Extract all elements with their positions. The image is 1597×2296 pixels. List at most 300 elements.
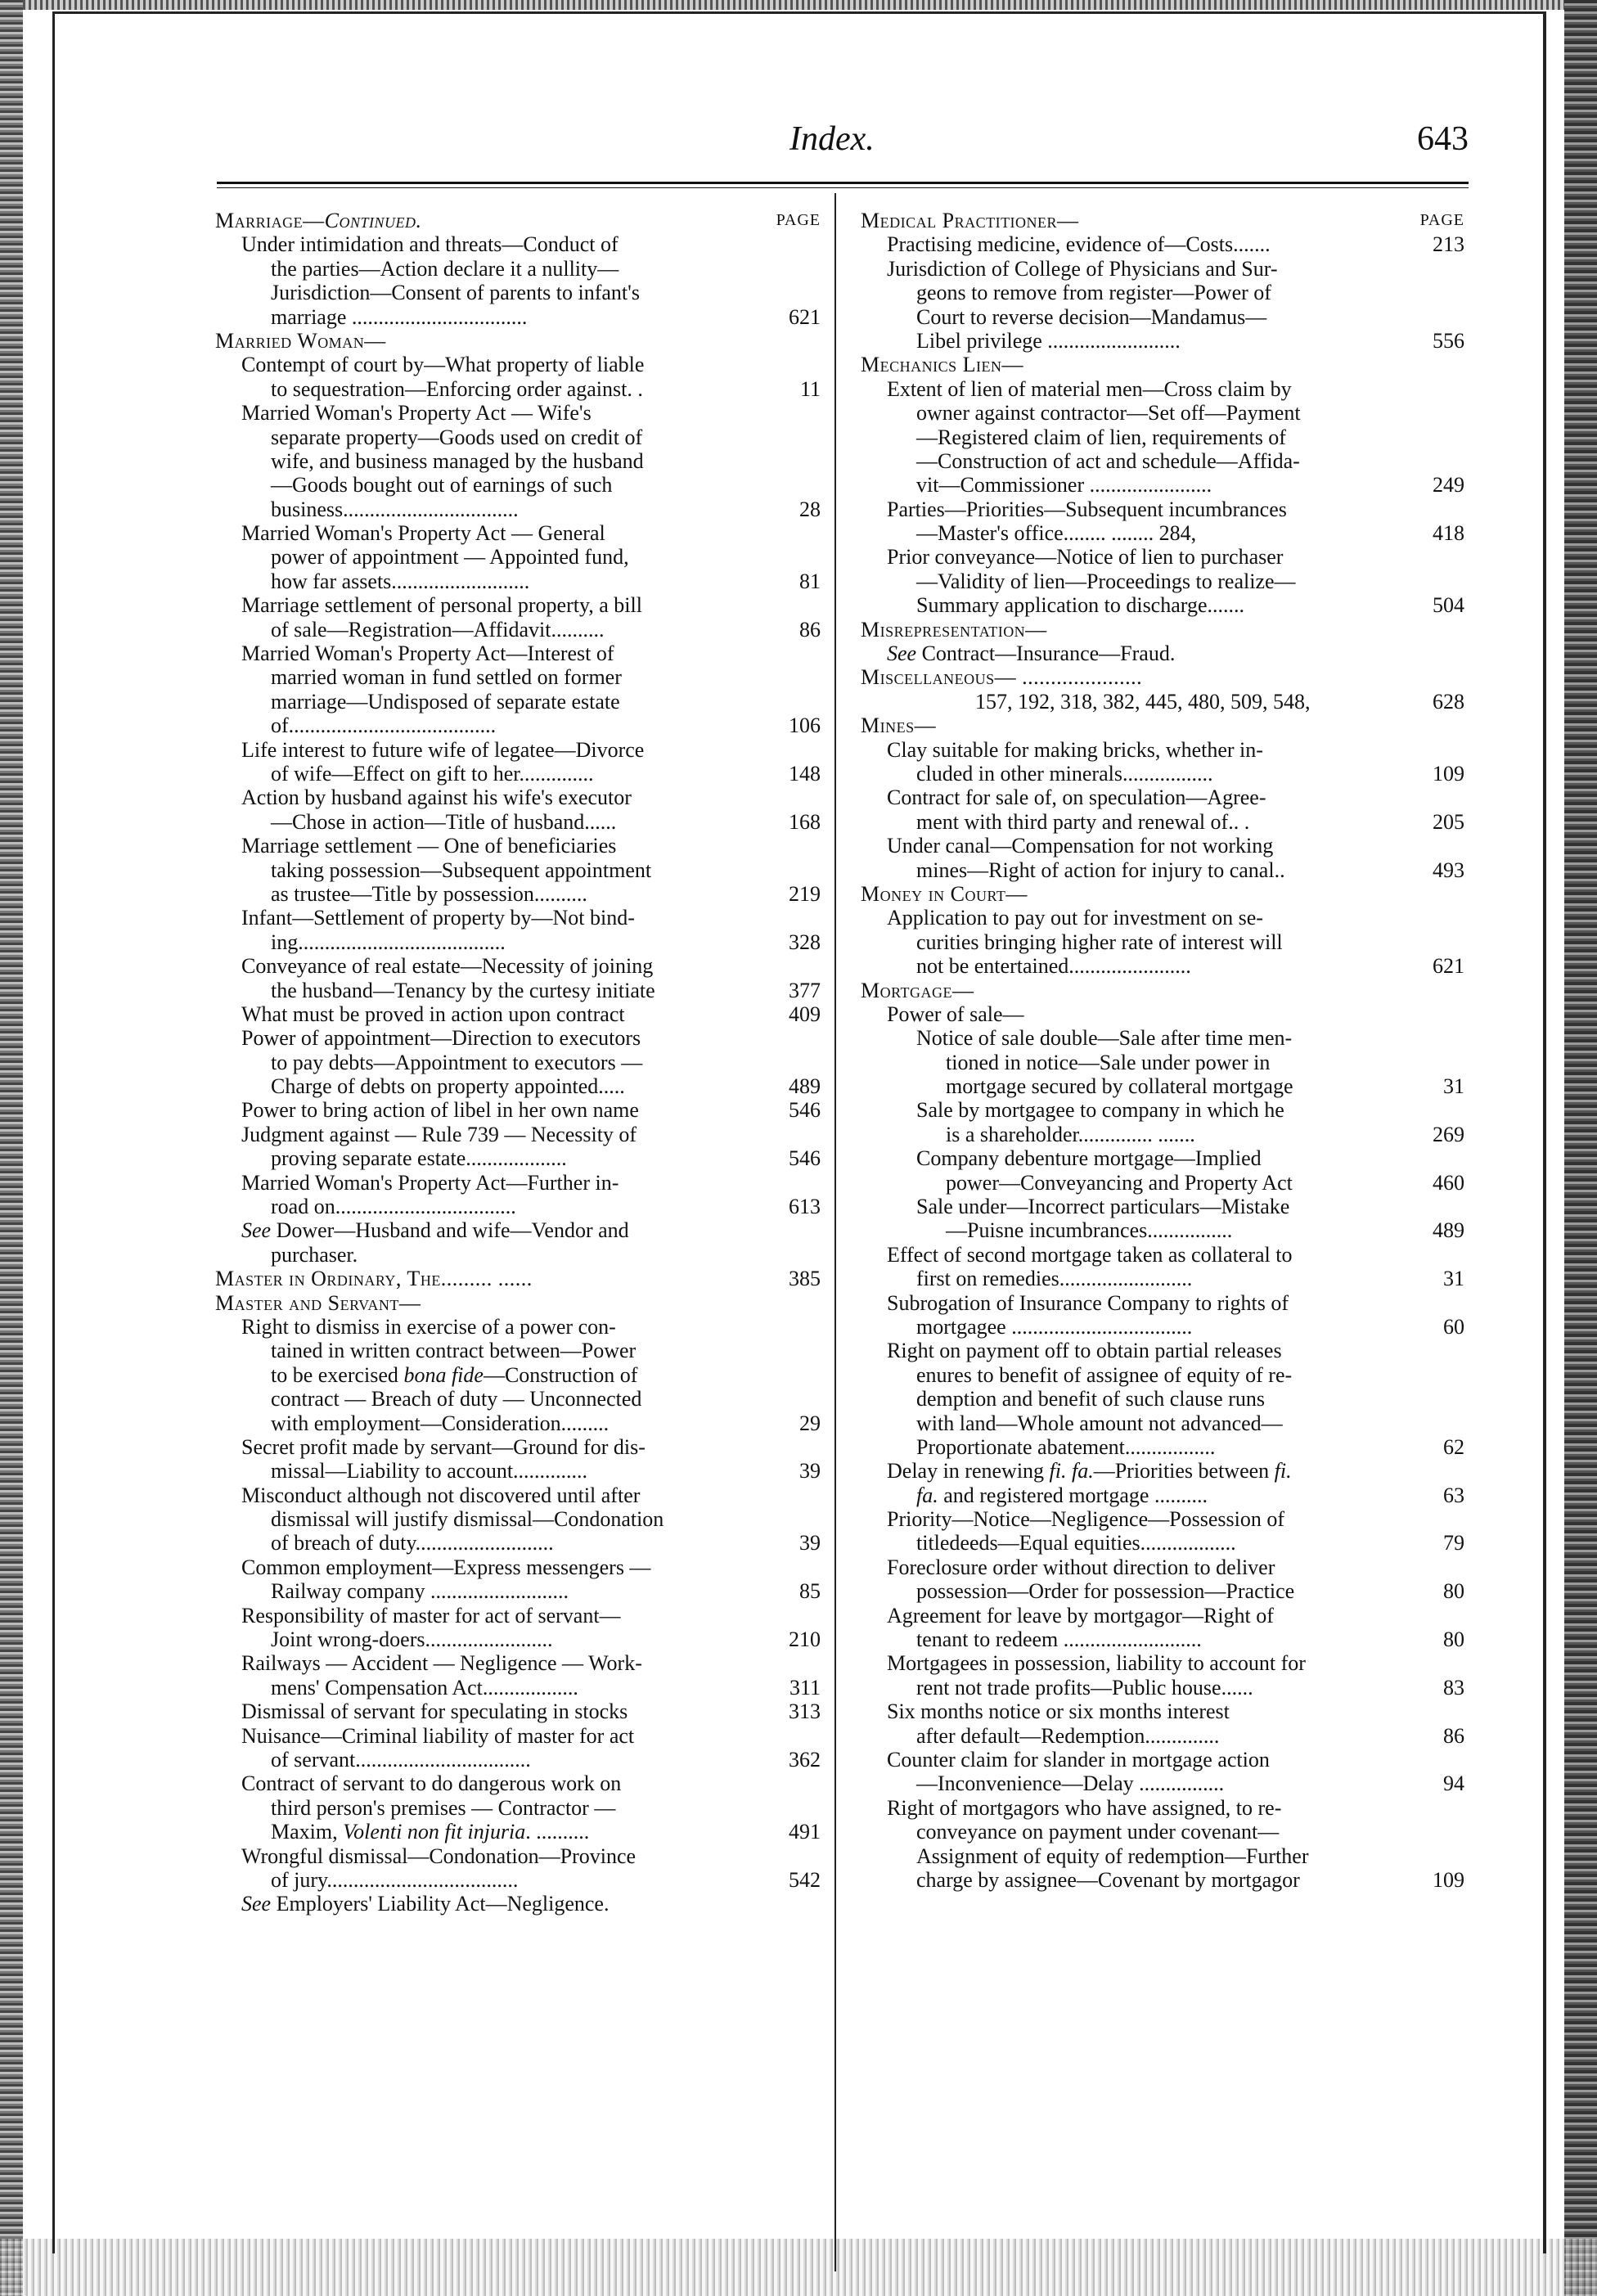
entry-text-part: Master and Servant— bbox=[215, 1290, 421, 1315]
entry-text-part: to pay debts—Appointment to executors — bbox=[271, 1050, 643, 1074]
entry-text-part: Joint wrong-doers........................ bbox=[271, 1627, 553, 1652]
entry-text bbox=[271, 1868, 518, 1892]
entry-text bbox=[946, 1051, 1270, 1074]
index-entry-line bbox=[861, 1868, 1464, 1892]
entry-text bbox=[271, 305, 527, 329]
entry-text bbox=[271, 1363, 637, 1387]
index-entry-line bbox=[215, 762, 821, 786]
index-entry-line bbox=[861, 1507, 1464, 1531]
entry-text bbox=[887, 1796, 1281, 1820]
entry-text bbox=[271, 449, 644, 473]
entry-text bbox=[241, 1435, 646, 1459]
entry-text-part: Secret profit made by servant—Ground for dis- bbox=[241, 1434, 646, 1459]
entry-text bbox=[241, 1218, 629, 1242]
page-ref: 249 bbox=[1433, 473, 1464, 497]
entry-text-part: first on remedies......................... bbox=[916, 1267, 1193, 1291]
entry-text-part: wife, and business managed by the husband bbox=[271, 448, 644, 473]
index-entry-line bbox=[215, 425, 821, 449]
entry-text bbox=[916, 1267, 1192, 1290]
index-entry-line bbox=[861, 497, 1464, 521]
page-ref: 60 bbox=[1443, 1314, 1464, 1339]
entry-text-part: Wrongful dismissal—Condonation—Province bbox=[241, 1844, 637, 1868]
entry-text-part: ment with third party and renewal of.. . bbox=[916, 809, 1250, 834]
entry-text bbox=[241, 1772, 621, 1795]
entry-text bbox=[916, 521, 1196, 545]
entry-text-part: mines—Right of action for injury to canal.. bbox=[916, 858, 1285, 882]
index-entry-line bbox=[861, 1651, 1464, 1675]
entry-text-part: Summary application to discharge....... bbox=[916, 593, 1244, 618]
entry-text-part: Married Woman's Property Act — General bbox=[241, 521, 605, 546]
entry-text bbox=[916, 593, 1244, 617]
entry-text bbox=[916, 1363, 1292, 1387]
index-entry-line bbox=[215, 1892, 821, 1916]
index-entry-line bbox=[215, 521, 821, 545]
entry-text bbox=[271, 1820, 589, 1844]
entry-text-part: Master in Ordinary, The......... ...... bbox=[215, 1267, 533, 1291]
page-ref: 80 bbox=[1443, 1627, 1464, 1652]
index-entry-line bbox=[215, 593, 821, 617]
entry-text bbox=[946, 1218, 1232, 1242]
entry-text bbox=[215, 1267, 533, 1290]
entry-text-part: marriage—Undisposed of separate estate bbox=[271, 689, 620, 714]
index-entry-line bbox=[861, 473, 1464, 497]
entry-text bbox=[887, 232, 1271, 256]
entry-text-part: Right on payment off to obtain partial releases bbox=[887, 1339, 1282, 1363]
page-ref: 311 bbox=[789, 1675, 821, 1699]
index-heading bbox=[215, 1267, 821, 1290]
entry-text bbox=[241, 738, 644, 762]
entry-text-part: . .......... bbox=[525, 1820, 590, 1844]
entry-text bbox=[916, 449, 1300, 473]
entry-text-part: Libel privilege ......................... bbox=[916, 328, 1181, 353]
entry-text-part: to sequestration—Enforcing order against. . bbox=[271, 376, 643, 401]
entry-text bbox=[916, 1676, 1253, 1699]
entry-text-part: Maxim, bbox=[271, 1820, 344, 1844]
entry-text bbox=[271, 979, 655, 1002]
entry-text bbox=[271, 714, 496, 737]
entry-text-part: —Construction of act and schedule—Affida- bbox=[916, 448, 1300, 473]
scan-edge-right bbox=[1564, 0, 1597, 2296]
entry-text-part: tenant to redeem .......................... bbox=[916, 1627, 1202, 1652]
index-entry-line bbox=[861, 569, 1464, 593]
index-entry-line bbox=[215, 377, 821, 401]
page-ref: 269 bbox=[1433, 1122, 1464, 1146]
index-entry-line bbox=[215, 1772, 821, 1795]
entry-text-part: Sale under—Incorrect particulars—Mistake bbox=[916, 1195, 1290, 1219]
entry-text bbox=[887, 1339, 1282, 1362]
entry-text-part: with land—Whole amount not advanced— bbox=[916, 1411, 1283, 1435]
index-heading bbox=[861, 618, 1464, 642]
index-entry-line bbox=[215, 1604, 821, 1627]
entry-text bbox=[887, 1291, 1289, 1315]
entry-text bbox=[271, 1146, 567, 1170]
entry-text-part: third person's premises — Contractor — bbox=[271, 1795, 616, 1820]
index-entry-line bbox=[861, 1339, 1464, 1362]
index-entry-line bbox=[861, 642, 1464, 665]
entry-text-part: Married Woman's Property Act — Wife's bbox=[241, 401, 592, 425]
entry-text bbox=[887, 1748, 1270, 1772]
entry-text bbox=[916, 401, 1301, 425]
entry-text bbox=[916, 858, 1285, 882]
page-ref: 210 bbox=[789, 1627, 821, 1652]
index-entry-line bbox=[861, 1315, 1464, 1339]
page-ref: 109 bbox=[1433, 1867, 1464, 1892]
entry-text-part: Employers' Liability Act—Negligence. bbox=[271, 1892, 610, 1916]
entry-text bbox=[271, 1459, 587, 1483]
entry-text-part: married woman in fund settled on former bbox=[271, 665, 622, 690]
entry-text-part: Contract for sale of, on speculation—Agree- bbox=[887, 786, 1266, 810]
entry-text bbox=[916, 1820, 1279, 1844]
entry-text bbox=[271, 281, 640, 304]
entry-text-part: —Chose in action—Title of husband...... bbox=[271, 809, 617, 834]
index-heading bbox=[861, 714, 1464, 737]
index-entry-line bbox=[861, 1123, 1464, 1146]
entry-text bbox=[916, 1411, 1283, 1435]
italic-text: Continued. bbox=[324, 209, 422, 232]
page-ref: 81 bbox=[799, 569, 821, 593]
index-entry-line bbox=[215, 1579, 821, 1603]
index-entry-line bbox=[861, 329, 1464, 353]
entry-text bbox=[861, 353, 1023, 376]
index-entry-line bbox=[215, 1098, 821, 1122]
index-entry-line bbox=[861, 377, 1464, 401]
index-entry-line bbox=[215, 449, 821, 473]
entry-text bbox=[975, 690, 1311, 714]
entry-text bbox=[271, 618, 605, 642]
entry-text bbox=[271, 1627, 552, 1651]
entry-text bbox=[916, 1315, 1192, 1339]
entry-text bbox=[916, 1146, 1262, 1170]
entry-text-part: Jurisdiction—Consent of parents to infant's bbox=[271, 281, 640, 305]
page-ref: 377 bbox=[789, 978, 821, 1002]
entry-text-part: Power to bring action of libel in her own name bbox=[241, 1098, 639, 1123]
header-rule bbox=[217, 182, 1469, 184]
entry-text bbox=[241, 834, 616, 858]
page-ref: 31 bbox=[1443, 1267, 1464, 1291]
entry-text-part: Proportionate abatement................. bbox=[916, 1434, 1216, 1459]
entry-text bbox=[861, 979, 974, 1002]
index-entry-line bbox=[861, 1051, 1464, 1074]
index-entry-line bbox=[215, 1459, 821, 1483]
index-entry-line bbox=[861, 1699, 1464, 1723]
index-entry-line bbox=[215, 738, 821, 762]
page-ref: 86 bbox=[799, 617, 821, 642]
index-entry-line bbox=[215, 1699, 821, 1723]
page-title: Index. bbox=[790, 120, 875, 158]
index-entry-line bbox=[215, 1002, 821, 1026]
entry-text-part: missal—Liability to account.............. bbox=[271, 1459, 588, 1483]
index-entry-line bbox=[215, 1387, 821, 1411]
entry-text bbox=[916, 1531, 1236, 1555]
index-entry-line bbox=[861, 232, 1464, 256]
page-ref: 628 bbox=[1433, 689, 1464, 714]
page-column-label: PAGE bbox=[776, 211, 821, 229]
entry-text bbox=[271, 665, 622, 689]
entry-text-part: charge by assignee—Covenant by mortgagor bbox=[916, 1867, 1300, 1892]
page-ref: 39 bbox=[799, 1531, 821, 1555]
page-ref: 106 bbox=[789, 714, 821, 738]
entry-text-part: Jurisdiction of College of Physicians and Sur- bbox=[887, 256, 1278, 281]
entry-text-part: mens' Compensation Act.................. bbox=[271, 1675, 578, 1699]
page-ref: 31 bbox=[1443, 1074, 1464, 1099]
entry-text-part: power—Conveyancing and Property Act bbox=[946, 1170, 1293, 1195]
index-entry-line bbox=[861, 834, 1464, 858]
index-heading bbox=[861, 882, 1464, 906]
entry-text-part: as trustee—Title by possession.......... bbox=[271, 881, 587, 906]
page-ref: 409 bbox=[789, 1002, 821, 1026]
entry-text-part: Application to pay out for investment on se- bbox=[887, 906, 1263, 930]
index-entry-line bbox=[861, 1531, 1464, 1555]
entry-text-part: ing....................................... bbox=[271, 930, 506, 954]
entry-text-part: proving separate estate................... bbox=[271, 1146, 567, 1171]
entry-text bbox=[271, 1507, 664, 1531]
entry-text-part: Court to reverse decision—Mandamus— bbox=[916, 304, 1267, 329]
index-entry-line bbox=[861, 1483, 1464, 1507]
entry-text bbox=[271, 810, 616, 834]
entry-text bbox=[271, 930, 506, 954]
page-ref: 213 bbox=[1433, 232, 1464, 257]
index-entry-line bbox=[861, 425, 1464, 449]
entry-text bbox=[271, 473, 612, 497]
index-entry-line bbox=[215, 1724, 821, 1748]
index-entry-line bbox=[861, 281, 1464, 304]
index-entry-line bbox=[861, 1627, 1464, 1651]
entry-text-part: Right of mortgagors who have assigned, to re- bbox=[887, 1795, 1282, 1820]
index-entry-line bbox=[861, 810, 1464, 834]
entry-text bbox=[271, 858, 651, 882]
entry-text-part: Nuisance—Criminal liability of master for act bbox=[241, 1723, 635, 1748]
entry-text-part: of wife—Effect on gift to her.............. bbox=[271, 761, 594, 786]
entry-text-part: the husband—Tenancy by the curtesy initiate bbox=[271, 978, 655, 1002]
entry-text bbox=[241, 1699, 628, 1723]
index-entry-line bbox=[215, 1315, 821, 1339]
italic-text: See bbox=[241, 1218, 272, 1243]
entry-text bbox=[916, 1868, 1300, 1892]
entry-text-part: the parties—Action declare it a nullity— bbox=[271, 256, 619, 281]
entry-text-part: with employment—Consideration......... bbox=[271, 1411, 610, 1435]
entry-text-part: Responsibility of master for act of servant— bbox=[241, 1603, 621, 1627]
italic-text: fa. bbox=[916, 1483, 938, 1507]
page-ref: 621 bbox=[789, 304, 821, 329]
entry-text bbox=[271, 425, 642, 449]
entry-text-part: Right to dismiss in exercise of a power con- bbox=[241, 1314, 616, 1339]
entry-text-part: Counter claim for slander in mortgage action bbox=[887, 1748, 1270, 1772]
index-entry-line bbox=[861, 906, 1464, 930]
index-entry-line bbox=[215, 232, 821, 256]
index-entry-line bbox=[215, 810, 821, 834]
page-ref: 328 bbox=[789, 930, 821, 954]
entry-text-part: geons to remove from register—Power of bbox=[916, 281, 1271, 305]
index-entry-line bbox=[215, 834, 821, 858]
entry-text-part: Infant—Settlement of property by—Not bind- bbox=[241, 906, 635, 930]
entry-text bbox=[916, 1724, 1219, 1748]
entry-text bbox=[916, 1026, 1292, 1050]
entry-text bbox=[887, 1555, 1275, 1579]
entry-text bbox=[916, 281, 1271, 304]
entry-text-part: cluded in other minerals................. bbox=[916, 761, 1213, 786]
page-ref: 489 bbox=[1433, 1218, 1464, 1243]
index-entry-line bbox=[215, 1026, 821, 1050]
entry-text-part: Notice of sale double—Sale after time men- bbox=[916, 1026, 1293, 1051]
page-ref: 219 bbox=[789, 881, 821, 906]
entry-text bbox=[887, 786, 1266, 809]
entry-text-part: —Goods bought out of earnings of such bbox=[271, 473, 613, 497]
italic-text: fi. fa. bbox=[1049, 1459, 1094, 1483]
entry-text-part: Priority—Notice—Negligence—Possession of bbox=[887, 1507, 1284, 1532]
entry-text-part: not be entertained....................... bbox=[916, 954, 1191, 979]
index-entry-line bbox=[215, 1171, 821, 1195]
entry-text bbox=[887, 257, 1278, 281]
entry-text bbox=[861, 714, 936, 737]
index-entry-line bbox=[215, 882, 821, 906]
entry-text-part: Miscellaneous— ..................... bbox=[861, 665, 1143, 690]
page-ref: 11 bbox=[799, 376, 821, 401]
column-divider bbox=[834, 193, 836, 2271]
entry-text-part: Marriage— bbox=[215, 209, 325, 232]
entry-text bbox=[916, 1387, 1265, 1411]
entry-text-part: —Inconvenience—Delay ................ bbox=[916, 1772, 1225, 1796]
entry-text bbox=[887, 834, 1273, 858]
entry-text bbox=[271, 1387, 641, 1411]
entry-text bbox=[916, 1435, 1215, 1459]
frame-line-left bbox=[52, 11, 55, 2253]
entry-text bbox=[241, 1123, 637, 1146]
index-heading bbox=[861, 979, 1464, 1002]
entry-text bbox=[916, 954, 1191, 978]
index-column-left bbox=[215, 209, 821, 1916]
page-ref: 79 bbox=[1443, 1531, 1464, 1555]
entry-text bbox=[241, 1844, 636, 1868]
index-entry-line bbox=[861, 1604, 1464, 1627]
entry-text bbox=[241, 1315, 616, 1339]
entry-text bbox=[887, 1699, 1230, 1723]
index-entry-line bbox=[215, 1339, 821, 1362]
index-entry-line bbox=[861, 1074, 1464, 1098]
index-entry-line bbox=[215, 1507, 821, 1531]
index-entry-line bbox=[215, 473, 821, 497]
page-ref: 39 bbox=[799, 1459, 821, 1483]
entry-text bbox=[215, 209, 421, 232]
entry-text bbox=[271, 1796, 615, 1820]
page-ref: 109 bbox=[1433, 761, 1464, 786]
entry-text-part: of jury.................................... bbox=[271, 1867, 519, 1892]
index-entry-line bbox=[215, 281, 821, 304]
header-rule-thin bbox=[217, 187, 1469, 188]
page-ref: 80 bbox=[1443, 1579, 1464, 1604]
entry-text-part: of breach of duty.......................... bbox=[271, 1531, 554, 1555]
entry-text-part: mortgagee .................................. bbox=[916, 1314, 1193, 1339]
entry-text-part: Company debenture mortgage—Implied bbox=[916, 1146, 1262, 1171]
index-entry-line bbox=[861, 954, 1464, 978]
index-entry-line bbox=[861, 1796, 1464, 1820]
entry-text bbox=[916, 305, 1266, 329]
index-entry-line bbox=[861, 1411, 1464, 1435]
entry-text bbox=[271, 1339, 636, 1362]
entry-text-part: Foreclosure order without direction to deliver bbox=[887, 1555, 1275, 1579]
entry-text bbox=[887, 1604, 1274, 1627]
entry-text-part: Power of sale— bbox=[887, 1002, 1024, 1026]
index-entry-line bbox=[215, 1483, 821, 1507]
page-ref: 148 bbox=[789, 761, 821, 786]
entry-text bbox=[946, 1123, 1195, 1146]
index-entry-line bbox=[215, 545, 821, 569]
entry-text bbox=[271, 569, 529, 593]
entry-text-part: Clay suitable for making bricks, whether in- bbox=[887, 737, 1263, 762]
italic-text: See bbox=[241, 1892, 272, 1916]
page-ref: 29 bbox=[799, 1411, 821, 1435]
entry-text bbox=[271, 1676, 578, 1699]
index-entry-line bbox=[215, 714, 821, 737]
page-ref: 493 bbox=[1433, 858, 1464, 882]
entry-text-part: Contract—Insurance—Fraud. bbox=[916, 642, 1176, 666]
page-ref: 546 bbox=[789, 1098, 821, 1123]
index-heading bbox=[861, 209, 1464, 232]
page-ref: 418 bbox=[1433, 521, 1464, 546]
entry-text-part: Railway company .......................... bbox=[271, 1579, 569, 1604]
entry-text-part: Extent of lien of material men—Cross claim by bbox=[887, 376, 1292, 401]
index-entry-line bbox=[215, 1531, 821, 1555]
page-ref: 313 bbox=[789, 1699, 821, 1724]
entry-text-part: Practising medicine, evidence of—Costs....... bbox=[887, 232, 1271, 257]
italic-text: bona fide bbox=[403, 1362, 484, 1387]
index-column-right bbox=[861, 209, 1464, 1892]
index-entry-line bbox=[861, 593, 1464, 617]
entry-text bbox=[241, 1651, 642, 1675]
index-entry-line bbox=[861, 738, 1464, 762]
entry-text bbox=[271, 545, 629, 569]
entry-text-part: Under canal—Compensation for not working bbox=[887, 834, 1274, 858]
entry-text bbox=[946, 1171, 1293, 1195]
index-entry-line bbox=[215, 497, 821, 521]
entry-text bbox=[241, 1724, 634, 1748]
scan-edge-left bbox=[0, 0, 23, 2296]
entry-text bbox=[271, 1748, 531, 1772]
index-entry-line bbox=[861, 1579, 1464, 1603]
entry-text bbox=[916, 473, 1212, 497]
index-entry-line bbox=[861, 1267, 1464, 1290]
entry-text-part: Action by husband against his wife's executor bbox=[241, 786, 632, 810]
entry-text-part: Married Woman— bbox=[215, 328, 386, 353]
entry-text-part: owner against contractor—Set off—Payment bbox=[916, 401, 1301, 425]
frame-line-top bbox=[52, 11, 1546, 14]
entry-text-part: Agreement for leave by mortgagor—Right of bbox=[887, 1603, 1274, 1627]
italic-text: See bbox=[887, 642, 917, 666]
entry-text-part: Mines— bbox=[861, 714, 937, 738]
entry-text bbox=[887, 1651, 1306, 1675]
index-entry-line bbox=[215, 642, 821, 665]
index-entry-line bbox=[861, 1026, 1464, 1050]
entry-text bbox=[861, 882, 1028, 906]
entry-text bbox=[241, 1171, 619, 1195]
index-entry-line bbox=[215, 401, 821, 425]
entry-text bbox=[241, 1483, 640, 1507]
index-heading bbox=[861, 665, 1464, 689]
entry-text-part: to be exercised bbox=[271, 1362, 404, 1387]
index-entry-line bbox=[861, 1002, 1464, 1026]
index-entry-line bbox=[861, 1291, 1464, 1315]
index-entry-line bbox=[861, 1218, 1464, 1242]
page-ref: 613 bbox=[789, 1195, 821, 1219]
entry-text-part: possession—Order for possession—Practice bbox=[916, 1579, 1295, 1604]
entry-text-part: tioned in notice—Sale under power in bbox=[946, 1050, 1271, 1074]
entry-text-part: mortgage secured by collateral mortgage bbox=[946, 1074, 1293, 1099]
entry-text-part: dismissal will justify dismissal—Condonation bbox=[271, 1507, 664, 1532]
entry-text bbox=[241, 1098, 639, 1122]
entry-text-part: Money in Court— bbox=[861, 881, 1028, 906]
index-entry-line bbox=[861, 545, 1464, 569]
entry-text bbox=[887, 377, 1292, 401]
entry-text-part: of sale—Registration—Affidavit.......... bbox=[271, 617, 605, 642]
